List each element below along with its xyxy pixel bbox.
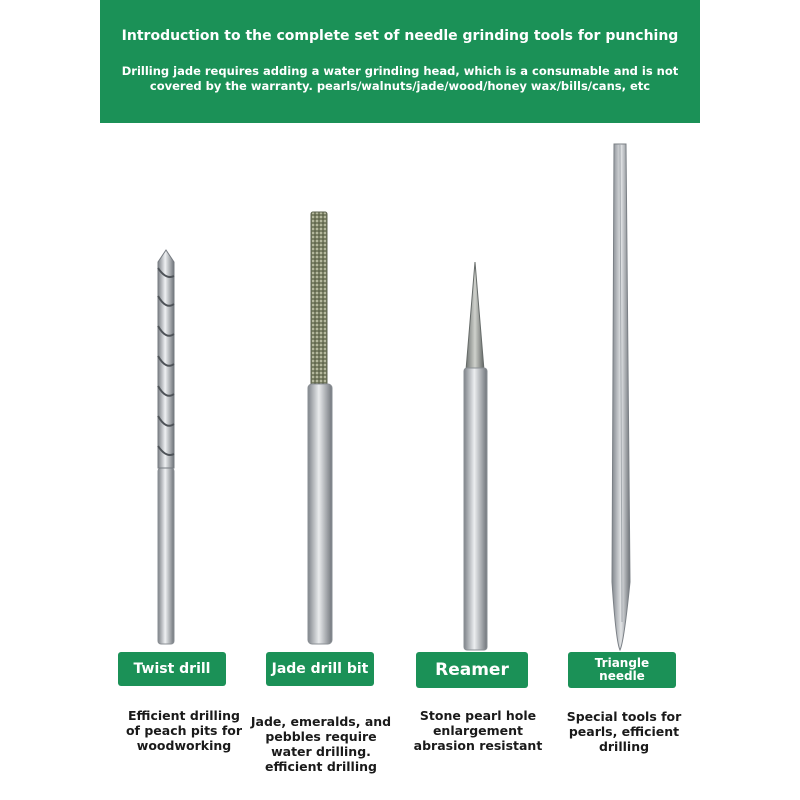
tool-name: Triangle needle bbox=[594, 656, 650, 683]
reamer-image bbox=[456, 260, 496, 652]
twist-drill-image bbox=[148, 248, 184, 648]
tool-name: Reamer bbox=[435, 660, 509, 680]
tool-description-reamer: Stone pearl hole enlargement abrasion resistant bbox=[413, 708, 543, 753]
tool-description-triangle-needle: Special tools for pearls, efficient drilling bbox=[566, 709, 682, 754]
page-subtitle: Drilling jade requires adding a water grinding head, which is a consumable and is not covered by the warranty. pearls/walnuts/jade/wood/honey wax/bills/cans, etc bbox=[121, 64, 679, 93]
tool-description-twist-drill: Efficient drilling of peach pits for woodworking bbox=[125, 708, 243, 753]
triangle-needle-image bbox=[604, 142, 640, 652]
jade-drill-bit-image bbox=[300, 208, 340, 648]
tool-description-jade-drill-bit: Jade, emeralds, and pebbles require water drilling. efficient drilling bbox=[250, 714, 392, 774]
page-title: Introduction to the complete set of needle grinding tools for punching bbox=[121, 28, 679, 44]
tool-label-reamer bbox=[416, 652, 528, 688]
tool-label-jade-drill-bit bbox=[266, 652, 374, 686]
tool-label-triangle-needle bbox=[568, 652, 676, 688]
header-banner bbox=[100, 0, 700, 123]
tool-label-twist-drill bbox=[118, 652, 226, 686]
tool-name: Twist drill bbox=[133, 661, 211, 677]
tool-name: Jade drill bit bbox=[271, 661, 369, 677]
